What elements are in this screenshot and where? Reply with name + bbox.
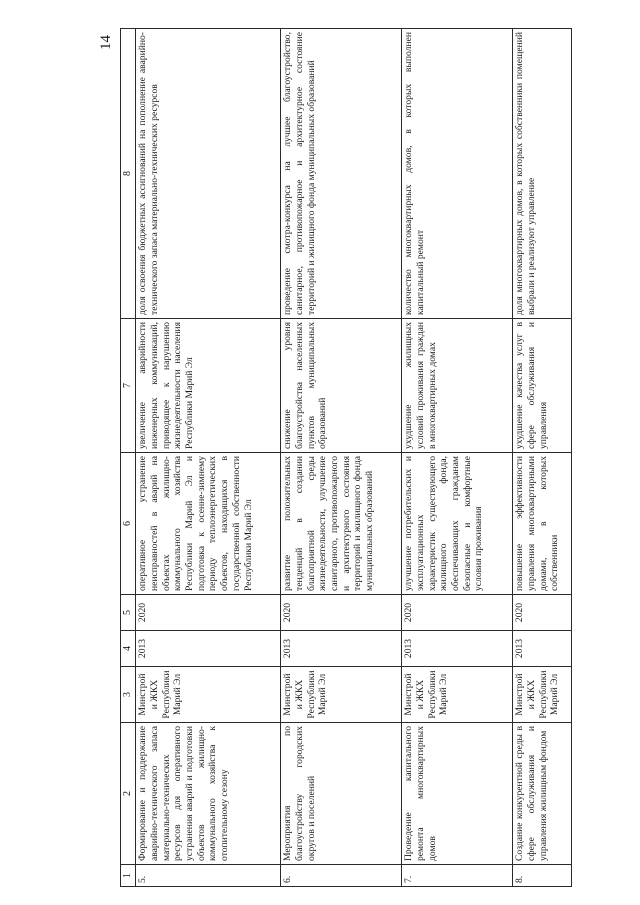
table-row <box>402 29 513 887</box>
end-year: 2020 <box>136 595 281 631</box>
end-year: 2020 <box>513 595 572 631</box>
start-year: 2013 <box>513 631 572 667</box>
end-year: 2020 <box>281 595 402 631</box>
table-row <box>281 29 402 887</box>
row-number: 6. <box>281 865 402 887</box>
col-header-3: 3 <box>121 667 136 723</box>
start-year: 2013 <box>402 631 513 667</box>
col-header-4: 4 <box>121 631 136 667</box>
executor: Минстрой и ЖКХ Республики Марий Эл <box>136 667 281 723</box>
indicator: доля освоения бюджетных ассигнований на пополнение аварийно-технического запаса материально-технических ресурсов <box>136 29 281 319</box>
executor: Минстрой и ЖКХ Республики Марий Эл <box>402 667 513 723</box>
col-header-1: 1 <box>121 865 136 887</box>
consequence: ухудшение качества услуг в сфере обслуживания и управления <box>513 319 572 453</box>
header-row <box>121 29 136 887</box>
measures-table <box>120 28 572 887</box>
expected-result: оперативное устранение неисправностей в аварий на объектах жилищно-коммунального хозяйства Республики Марий Эл и подготовка к осенне-зимнему периоду теплоэнергетических объектов, находящихся в государственной собственности Республики Марий Эл <box>136 453 281 595</box>
indicator: проведение смотра-конкурса на лучшее благоустройство, санитарное, противопожарное и архитектурное состояние территорий и жилищного фонда муниципальных образований <box>281 29 402 319</box>
start-year: 2013 <box>281 631 402 667</box>
col-header-5: 5 <box>121 595 136 631</box>
table-row <box>136 29 281 887</box>
expected-result: улучшение потребительских и эксплуатационных характеристик существующего жилищного фонда, обеспечивающих гражданам безопасные и комфортные условия проживания <box>402 453 513 595</box>
expected-result: повышение эффективности управления многоквартирными домами, в которых собственники <box>513 453 572 595</box>
row-number: 8. <box>513 865 572 887</box>
page-number: 14 <box>98 35 114 50</box>
consequence: ухудшение жилищных условий проживания граждан в многоквартирных домах <box>402 319 513 453</box>
table-row <box>513 29 572 887</box>
executor: Минстрой и ЖКХ Республики Марий Эл <box>281 667 402 723</box>
measure-name: Мероприятия по благоустройству городских округов и поселений <box>281 723 402 865</box>
measure-name: Создание конкурентной среды в сфере обслуживания и управления жилищным фондом <box>513 723 572 865</box>
expected-result: развитие положительных тенденций в создании благоприятной среды жизнедеятельности, улучшение санитарного, противопожарного и архитектурного состояния территорий и жилищного фонда муниципальных образований <box>281 453 402 595</box>
col-header-7: 7 <box>121 319 136 453</box>
col-header-8: 8 <box>121 29 136 319</box>
consequence: снижение уровня благоустройства населенных пунктов муниципальных образований <box>281 319 402 453</box>
indicator: доля многоквартирных домов, в которых собственники помещений выбрали и реализуют управление <box>513 29 572 319</box>
measure-name: Формирование и поддержание аварийно-технического запаса материально-технических ресурсов для оперативного устранения аварий и подготовки объектов жилищно-коммунального хозяйства к отопительному сезону <box>136 723 281 865</box>
indicator: количество многоквартирных домов, в которых выполнен капитальный ремонт <box>402 29 513 319</box>
col-header-6: 6 <box>121 453 136 595</box>
end-year: 2020 <box>402 595 513 631</box>
measure-name: Проведение капитального ремонта многоквартирных домов <box>402 723 513 865</box>
row-number: 7. <box>402 865 513 887</box>
start-year: 2013 <box>136 631 281 667</box>
executor: Минстрой и ЖКХ Республики Марий Эл <box>513 667 572 723</box>
consequence: увеличение аварийности инженерных коммуникаций, приводящее к нарушению жизнедеятельности населения Республики Марий Эл <box>136 319 281 453</box>
col-header-2: 2 <box>121 723 136 865</box>
row-number: 5. <box>136 865 281 887</box>
